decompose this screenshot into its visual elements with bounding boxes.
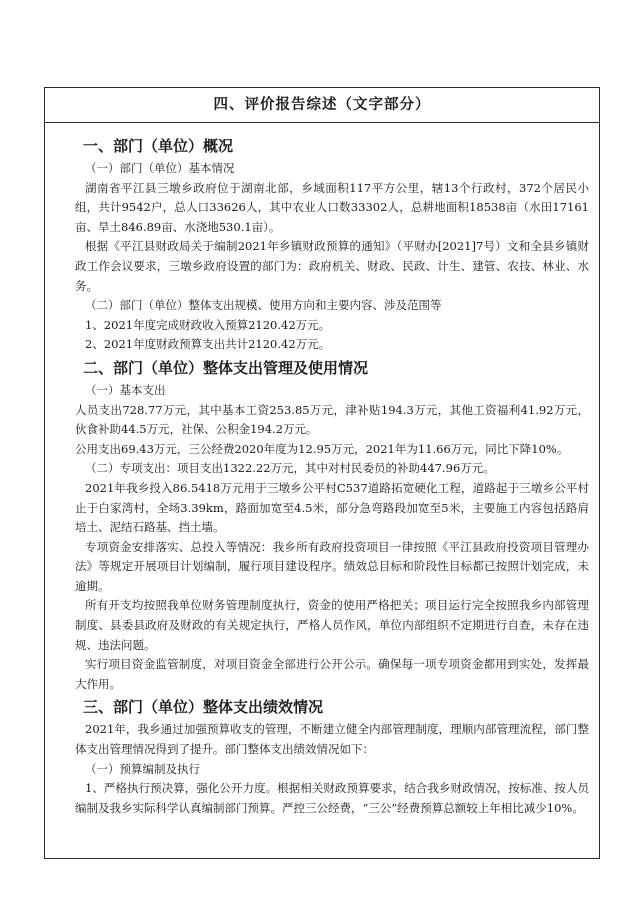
paragraph-budget-execution: 1、严格执行预决算，强化公开力度。根据相关财政预算要求，结合我乡财政情况，按标准、按人员编制及我乡实际科学认真编制部门预算。严控三公经费，“三公”经费预算总额较上年相比减少10%。 [75,781,589,815]
paragraph-supervision: 实行项目资金监管制度，对项目资金全部进行公开公示。确保每一项专项资金都用到实处，发挥最大作用。 [75,657,589,691]
paragraph-public: 公用支出69.43万元，三公经费2020年度为12.95万元，2021年为11.66万元，同比下降10%。 [75,441,569,456]
paragraph-departments: 根据《平江县财政局关于编制2021年乡镇财政预算的通知》（平财办[2021]7号）文和全县乡镇财政工作会议要求，三墩乡政府设置的部门为：政府机关、财政、民政、计生、建管、农技、林业、水务。 [75,239,589,293]
subheading-basic-expenditure: （一）基本支出 [85,382,166,397]
report-title: 四、评价报告综述（文字部分） [45,88,599,123]
report-frame [44,87,600,859]
paragraph-performance-intro: 2021年，我乡通过加强预算收支的管理，不断建立健全内部管理制度，理顺内部管理流程，部门整体支出管理情况得到了提升。部门整体支出绩效情况如下： [75,722,589,757]
report-body [45,123,599,818]
section-heading-3: 三、部门（单位）整体支出绩效情况 [83,698,324,717]
subheading-expenditure-scope: （二）部门（单位）整体支出规模、使用方向和主要内容、涉及范围等 [85,298,442,313]
paragraph-fund-arrangement: 专项资金安排落实、总投入等情况：我乡所有政府投资项目一律按照《平江县政府投资项目管理办法》等规定开展项目计划编制，履行项目建设程序。绩效总目标和阶段性目标都已按照计划完成，未逾期。 [75,539,589,593]
subheading-budget: （一）预算编制及执行 [85,761,200,776]
paragraph-personnel: 人员支出728.77万元，其中基本工资253.85万元，津补贴194.3万元，其他工资福利41.92万元，伙食补助44.5万元，社保、公积金194.2万元。 [75,402,589,437]
section-heading-1: 一、部门（单位）概况 [83,137,234,155]
paragraph-financial-rules: 所有开支均按照我单位财务管理制度执行，资金的使用严格把关；项目运行完全按照我乡内部管理制度、县委县政府及财政的有关规定执行，严格人员作风，单位内部组织不定期进行自查，未存在违规、违法问题。 [75,598,589,652]
subheading-basic-info: （一）部门（单位）基本情况 [85,161,235,175]
paragraph-revenue: 1、2021年度完成财政收入预算2120.42万元。 [85,317,331,332]
paragraph-road-project: 2021年我乡投入86.5418万元用于三墩乡公平村C537道路拓宽硬化工程，道路起于三墩乡公平村止于白家湾村，全场3.39km，路面加宽至4.5米，部分急弯路段加宽至5米，主要施工内容包括路肩培土、泥结石路基、挡土墙。 [75,480,589,535]
paragraph-overview: 湖南省平江县三墩乡政府位于湖南北部，乡域面积117平方公里，辖13个行政村，372个居民小组，共计9542户，总人口33626人，其中农业人口数33302人，总耕地面积18538亩（水田17161亩、旱土846.89亩、水浇地530.1亩）。 [75,180,589,234]
paragraph-expenditure: 2、2021年度财政预算支出共计2120.42万元。 [85,337,331,352]
section-heading-2: 二、部门（单位）整体支出管理及使用情况 [83,358,369,377]
paragraph-special: （二）专项支出：项目支出1322.22万元，其中对村民委员的补助447.96万元。 [85,461,495,476]
